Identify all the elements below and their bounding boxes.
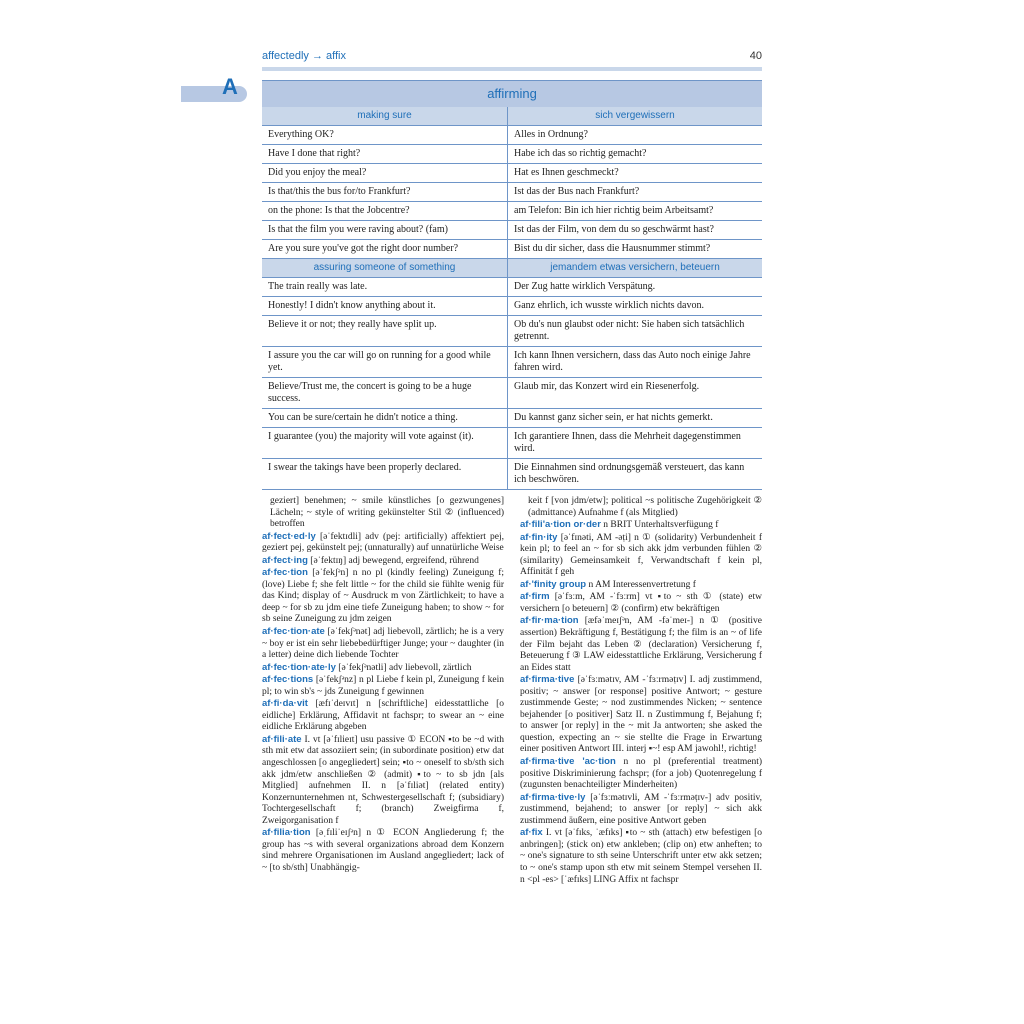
entry-text: [əˈfektɪŋ] adj bewegend, ergreifend, rührend (310, 555, 479, 566)
usage-en: on the phone: Is that the Jobcentre? (262, 202, 508, 221)
headword: af·firma·tive (520, 674, 575, 686)
entry-text: [æfəˈmeɪʃᵊn, AM -fəˈmeɪ-] n ① (positive assertion) Bekräftigung f, Bestätigung f; the film is an ~ of life der Film bejaht das Leben ② (declaration) Versicherung f, Beteuerung f ③ LAW eidesstattliche Erklärung, Versicherung f an Eides statt (520, 616, 762, 673)
usage-row (262, 378, 762, 409)
entry-text: [əˌfɪliˈeɪʃᵊn] n ① ECON Angliederung f; the group has ~s with several organizations abroad dem Konzern sind mehrere Organisationen im Ausland angegliedert; lack of ~ [to sb/sth] Unabhängig- (262, 828, 505, 873)
usage-row (262, 347, 762, 378)
entry-text: [əˈfekʃᵊnz] n pl Liebe f kein pl, Zuneigung f kein pl; to win sb's ~ jds Zuneigung f gewinnen (262, 675, 504, 697)
usage-de: Ist das der Bus nach Frankfurt? (508, 183, 763, 202)
entry-text: n BRIT Unterhaltsverfügung f (603, 520, 719, 531)
usage-box (262, 80, 762, 490)
usage-en: Is that the film you were raving about? (fam) (262, 221, 508, 240)
right-column (520, 496, 762, 886)
entry-text: [æfɪˈdeɪvɪt] n [schriftliche] eidesstattliche [o eidliche] Erklärung, Affidavit nt fachspr; to swear an ~ eine eidliche Erklärung abgeben (262, 699, 504, 733)
usage-en: Honestly! I didn't know anything about it. (262, 297, 508, 316)
headword: af·fili'a·tion or·der (520, 519, 601, 531)
entry-text: geziert] benehmen; ~ smile künstliches [o gezwungenes] Lächeln; ~ style of writing gekünstelter Stil ② (influenced) betroffen (270, 496, 504, 530)
usage-row (262, 202, 762, 221)
headword: af·fec·tion·ate·ly (262, 661, 336, 673)
usage-row (262, 240, 762, 259)
usage-en: Is that/this the bus for/to Frankfurt? (262, 183, 508, 202)
usage-de: Alles in Ordnung? (508, 126, 763, 145)
usage-en: You can be sure/certain he didn't notice a thing. (262, 409, 508, 428)
entry-text: [əˈfɪnəti, AM -əṭi] n ① (solidarity) Verbundenheit f kein pl; to feel an ~ for sb sich akk jdm verbunden fühlen ② (similarity) Gemeinsamkeit f, Verwandtschaft f kein pl, Affinität f geh (520, 532, 762, 578)
dictionary-entry (520, 756, 762, 792)
usage-de: Ist das der Film, von dem du so geschwärmt hast? (508, 221, 763, 240)
section-header (262, 107, 762, 126)
dictionary-entry (262, 698, 504, 734)
usage-en: Believe/Trust me, the concert is going to be a huge success. (262, 378, 508, 409)
usage-en: Did you enjoy the meal? (262, 164, 508, 183)
running-header (262, 50, 762, 68)
usage-en: I assure you the car will go on running for a good while yet. (262, 347, 508, 378)
entry-text: [əˈfekʃᵊnətli] adv liebevoll, zärtlich (338, 662, 472, 673)
entry-text: [əˈfɜːmətɪvli, AM -ˈfɜːrməṭɪv-] adv positiv, zustimmend, bejahend; to answer [or reply] ~ sich akk zustimmend äußern, eine positive Antwort geben (520, 792, 763, 826)
dictionary-entry (262, 567, 504, 626)
headword: af·filia·tion (262, 827, 311, 839)
entry-text: n no pl (preferential treatment) positive Diskriminierung fachspr; (for a job) Quotenregelung f (zugunsten benachteiligter Minderheiten) (520, 757, 762, 791)
usage-row (262, 297, 762, 316)
usage-de: Ob du's nun glaubst oder nicht: Sie haben sich tatsächlich getrennt. (508, 316, 763, 347)
dictionary-entry (262, 827, 504, 874)
dictionary-entry (520, 532, 762, 579)
section-head-en: assuring someone of something (262, 259, 508, 278)
section-head-en: making sure (262, 107, 508, 126)
usage-row (262, 183, 762, 202)
headword: af·fec·tion (262, 567, 308, 579)
usage-table (262, 107, 762, 490)
headword: af·firma·tive 'ac·tion (520, 756, 616, 768)
usage-row (262, 145, 762, 164)
section-header (262, 259, 762, 278)
usage-en: The train really was late. (262, 278, 508, 297)
entry-text: keit f [von jdm/etw]; political ~s politische Zugehörigkeit ② (admittance) Aufnahme f (als Mitglied) (528, 496, 762, 518)
usage-row (262, 278, 762, 297)
dictionary-entry (262, 674, 504, 698)
dictionary-entry (262, 496, 504, 531)
headword: af·fir·ma·tion (520, 615, 579, 627)
header-rule (262, 67, 762, 71)
usage-de: Habe ich das so richtig gemacht? (508, 145, 763, 164)
section-head-de: jemandem etwas versichern, beteuern (508, 259, 763, 278)
entry-text: [əˈfɜːm, AM -ˈfɜːrm] vt ▪to ~ sth ① (state) etw versichern [o beteuern] ② (confirm) etw bekräftigen (520, 592, 763, 614)
section-head-de: sich vergewissern (508, 107, 763, 126)
usage-de: Der Zug hatte wirklich Verspätung. (508, 278, 763, 297)
headword: af·fect·ed·ly (262, 530, 316, 542)
usage-row (262, 164, 762, 183)
usage-box-title: affirming (262, 81, 762, 107)
usage-de: am Telefon: Bin ich hier richtig beim Arbeitsamt? (508, 202, 763, 221)
usage-en: Have I done that right? (262, 145, 508, 164)
usage-row (262, 428, 762, 459)
usage-en: Everything OK? (262, 126, 508, 145)
headword: af·firm (520, 591, 550, 603)
usage-de: Ganz ehrlich, ich wusste wirklich nichts davon. (508, 297, 763, 316)
dictionary-entry (262, 662, 504, 675)
headword: af·fin·ity (520, 531, 558, 543)
dictionary-entry (520, 827, 762, 886)
dictionary-entry (262, 626, 504, 662)
entry-text: [əˈfekʃᵊnət] adj liebevoll, zärtlich; he is a very ~ boy er ist ein sehr liebebedürftiger Junge; your ~ daughter (in a letter) deine dich liebende Tochter (262, 627, 505, 661)
usage-de: Ich kann Ihnen versichern, dass das Auto noch einige Jahre fahren wird. (508, 347, 763, 378)
usage-de: Bist du dir sicher, dass die Hausnummer stimmt? (508, 240, 763, 259)
usage-de: Du kannst ganz sicher sein, er hat nichts gemerkt. (508, 409, 763, 428)
dictionary-entry (520, 496, 762, 519)
usage-en: I swear the takings have been properly declared. (262, 459, 508, 490)
usage-de: Die Einnahmen sind ordnungsgemäß versteuert, das kann ich beschwören. (508, 459, 763, 490)
usage-en: Believe it or not; they really have split up. (262, 316, 508, 347)
page-number: 40 (749, 50, 762, 62)
thumb-tab-letter: A (222, 74, 238, 99)
usage-en: I guarantee (you) the majority will vote against (it). (262, 428, 508, 459)
dictionary-entry (520, 615, 762, 674)
headword: af·fili·ate (262, 733, 302, 745)
usage-row (262, 409, 762, 428)
entry-text: I. vt [əˈfɪlieɪt] usu passive ① ECON ▪to be ~d with sth mit etw dat assoziiert sein; (in subordinate position) etw dat angeschlossen [o angegliedert] sein; ▪to ~ oneself to sb/sth sich akk jdm/etw anschließen ② (admit) ▪to ~ to sb jdn [als Mitglied] aufnehmen II. n [əˈfɪliət] (related entity) Konzernunternehmen nt, Schwestergesellschaft f; (subsidiary) Tochtergesellschaft f; (branch) Zweigfirma f, Zweigorganisation f (262, 734, 504, 826)
entry-text: [əˈfekʃᵊn] n no pl (kindly feeling) Zuneigung f; (love) Liebe f; she felt little ~ for the child sie fühlte wenig für das Kind; display of ~ Ausdruck m von Zärtlichkeit; to have a deep ~ for sb zu jdm eine tiefe Zuneigung haben; to show ~ for sb seine Zuneigung zu jdm zeigen (262, 568, 504, 625)
dictionary-entry (520, 579, 762, 592)
headword: af·'finity group (520, 578, 587, 590)
entry-text: n AM Interessenvertretung f (588, 579, 696, 590)
dictionary-entry (520, 519, 762, 532)
usage-de: Glaub mir, das Konzert wird ein Riesenerfolg. (508, 378, 763, 409)
entry-text: [əˈfɜːmətɪv, AM -ˈfɜːrməṭɪv] I. adj zustimmend, positiv; ~ answer [or response] positive Antwort; ~ gesture zustimmende Geste; ~ nod zustimmendes Nicken; ~ sentence bejahender [o positiver] Satz II. n Zustimmung f, Bejahung f; to answer [or reply] in the ~ mit Ja antworten; she asked the question, expecting an ~ sie stellte die Frage in Erwartung einer positiven Antwort III. interj ▪~! esp AM jawohl!, richtig! (520, 675, 762, 755)
dictionary-entry (520, 591, 762, 615)
dictionary-entry (262, 531, 504, 555)
usage-de: Ich garantiere Ihnen, dass die Mehrheit dagegenstimmen wird. (508, 428, 763, 459)
dictionary-entry (262, 734, 504, 827)
left-column (262, 496, 504, 875)
headword: af·fi·da·vit (262, 698, 308, 710)
running-head: affectedly → affix (262, 50, 346, 62)
usage-de: Hat es Ihnen geschmeckt? (508, 164, 763, 183)
headword: af·firma·tive·ly (520, 791, 586, 803)
dictionary-entry (262, 555, 504, 568)
entry-text: [əˈfektɪdli] adv (pej: artificially) affektiert pej, geziert pej, gekünstelt pej; (unnaturally) auf unnatürliche Weise (262, 531, 504, 554)
usage-row (262, 459, 762, 490)
entry-text: I. vt [əˈfɪks, ˈæfɪks] ▪to ~ sth (attach) etw befestigen [o anbringen]; (stick on) etw ankleben; (clip on) etw anheften; to ~ one's signature to sth seine Unterschrift unter etw akk setzen; to ~ one's stamp upon sth etw mit seinem Stempel versehen II. n <pl -es> [ˈæfɪks] LING Affix nt fachspr (520, 828, 763, 885)
headword: af·fix (520, 827, 543, 839)
usage-row (262, 221, 762, 240)
dictionary-entry (520, 674, 762, 756)
headword: af·fec·tion·ate (262, 626, 325, 638)
usage-en: Are you sure you've got the right door number? (262, 240, 508, 259)
headword: af·fec·tions (262, 674, 314, 686)
usage-row (262, 316, 762, 347)
dictionary-entry (520, 792, 762, 828)
usage-row (262, 126, 762, 145)
headword: af·fect·ing (262, 554, 308, 566)
